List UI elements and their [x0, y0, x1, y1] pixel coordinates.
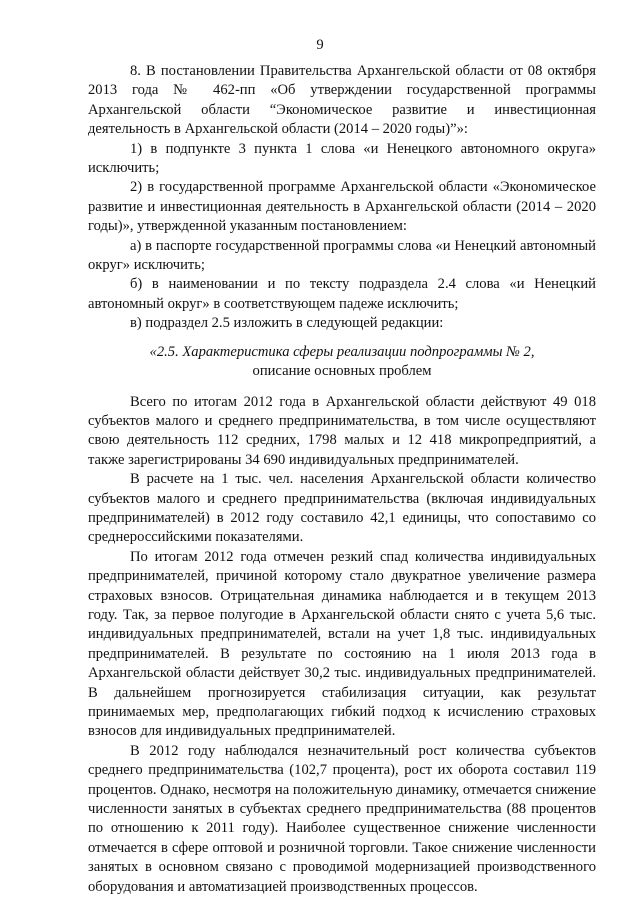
- body-paragraph: По итогам 2012 года отмечен резкий спад количества индивидуальных предпринимателей, причиной которому стало двукратное увеличение размера страховых взносов. Отрицательная динамика наблюдается и в текущем 2013 году. Так, за первое полугодие в Архангельской области снято с учета 5,6 тыс. индивидуальных предпринимателей, встали на учет 1,8 тыс. индивидуальных предпринимателей. В результате по состоянию на 1 июля 2013 года в Архангельской области действует 30,2 тыс. индивидуальных предпринимателей. В дальнейшем прогнозируется стабилизация ситуации, как результат принимаемых мер, предполагающих гибкий подход к исчислению страховых взносов для индивидуальных предпринимателей.: [88, 548, 596, 740]
- body-paragraph: Всего по итогам 2012 года в Архангельской области действуют 49 018 субъектов малого и среднего предпринимательства, в том числе осуществляют свою деятельность 112 средних, 1798 малых и 12 418 микропредприятий, а также зарегистрированы 34 690 индивидуальных предпринимателей.: [88, 393, 596, 468]
- body-paragraph: В расчете на 1 тыс. чел. населения Архангельской области количество субъектов малого и среднего предпринимательства (включая индивидуальных предпринимателей) в 2012 году составило 42,1 единицы, что сопоставимо со среднероссийскими показателями.: [88, 471, 596, 546]
- document-body: [88, 62, 596, 897]
- paragraph-subitem-a: а) в паспорте государственной программы слова «и Ненецкий автономный округ» исключить;: [88, 237, 596, 274]
- paragraph-subitem-b: б) в наименовании и по тексту подраздела 2.4 слова «и Ненецкий автономный округ» в соответствующем падеже исключить;: [88, 276, 596, 312]
- paragraph-subitem-1: 1) в подпункте 3 пункта 1 слова «и Ненецкого автономного округа» исключить;: [88, 140, 596, 177]
- paragraph-item-8: 8. В постановлении Правительства Архангельской области от 08 октября 2013 года № 462-пп «Об утверждении государственной программы Архангельской области “Экономическое развитие и инвестиционная деятельность в Архангельской области (2014 – 2020 годы)”»:: [88, 63, 596, 138]
- page-number: 9: [316, 37, 324, 53]
- section-heading-line1: «2.5. Характеристика сферы реализации подпрограммы № 2,: [149, 343, 535, 360]
- section-heading: [88, 343, 596, 382]
- section-heading-line2: описание основных проблем: [252, 363, 432, 380]
- body-paragraph: В 2012 году наблюдался незначительный рост количества субъектов среднего предпринимательства (102,7 процента), рост их оборота составил 119 процентов. Однако, несмотря на положительную динамику, отмечается снижение численности занятых в субъектах среднего предпринимательства (88 процентов по отношению к 2011 году). Наиболее существенное снижение численности отмечается в сфере оптовой и розничной торговли. Такое снижение численности занятых в основном связано с проводимой модернизацией производственного оборудования и автоматизацией производственных процессов.: [88, 742, 596, 895]
- paragraph-subitem-v: в) подраздел 2.5 изложить в следующей редакции:: [130, 315, 444, 332]
- paragraph-subitem-2: 2) в государственной программе Архангельской области «Экономическое развитие и инвестиционная деятельность в Архангельской области (2014 – 2020 годы)», утвержденной указанным постановлением:: [88, 179, 596, 235]
